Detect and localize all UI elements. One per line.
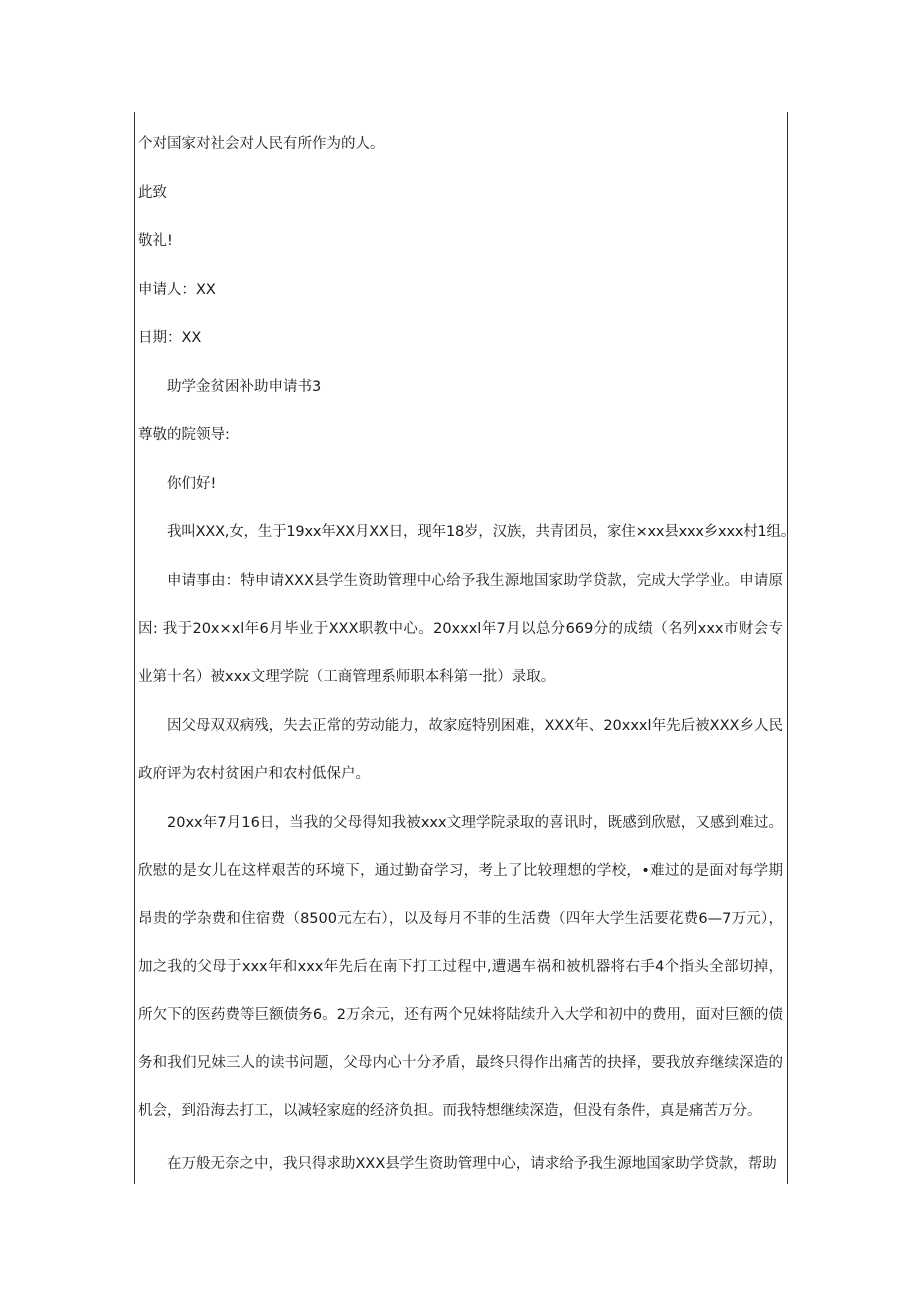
- closing-sentence: 个对国家对社会对人民有所作为的人。: [138, 136, 385, 152]
- salutation-cizhi: 此致: [138, 185, 167, 201]
- date-line: 日期：XX: [138, 330, 202, 346]
- paragraph-application-reason: 申请事由：特申请XXX县学生资助管理中心给予我生源地国家助学贷款，完成大学学业。申请原因: 我于20x×xl年6月毕业于XXX职教中心。20xxxl年7月以总分669分的成绩（名列xxx市财会专业第十名）被xxx文理学院（工商管理系师职本科第一批）录取。: [138, 573, 783, 685]
- paragraph-request-truncated: 在万般无奈之中，我只得求助XXX县学生资助管理中心，请求给予我生源地国家助学贷款，帮助: [167, 1156, 777, 1172]
- greeting-line: 你们好!: [167, 476, 217, 492]
- salutation-jingli: 敬礼!: [138, 233, 173, 249]
- paragraph-family-hardship: 因父母双双病残，失去正常的劳动能力，故家庭特别困难，XXX年、20xxxl年先后被XXX乡人民政府评为农村贫困户和农村低保户。: [138, 718, 783, 782]
- section-title: 助学金贫困补助申请书3: [167, 379, 322, 395]
- left-margin-rule: [134, 112, 135, 1184]
- self-introduction: 我叫XXX,女，生于19xx年XX月XX日，现年18岁，汉族，共青团员，家住×xx县xxx乡xxx村1组。: [167, 524, 796, 540]
- paragraph-situation-detail: 20xx年7月16日，当我的父母得知我被xxx文理学院录取的喜讯时，既感到欣慰，又感到难过。欣慰的是女儿在这样艰苦的环境下，通过勤奋学习，考上了比较理想的学校，•难过的是面对每学期昂贵的学杂费和住宿费（8500元左右），以及每月不菲的生活费（四年大学生活要花费6—7万元），加之我的父母于xxx年和xxx年先后在南下打工过程中,遭遇车祸和被机器将右手4个指头全部切掉，所欠下的医药费等巨额债务6。2万余元，还有两个兄妹将陆续升入大学和初中的费用，面对巨额的债务和我们兄妹三人的读书问题，父母内心十分矛盾，最终只得作出痛苦的抉择，要我放弃继续深造的机会，到沿海去打工，以减轻家庭的经济负担。而我特想继续深造，但没有条件，真是痛苦万分。: [138, 815, 783, 1119]
- addressee-line: 尊敬的院领导:: [138, 427, 230, 443]
- right-margin-rule: [787, 112, 788, 1184]
- applicant-line: 申请人：XX: [138, 282, 216, 298]
